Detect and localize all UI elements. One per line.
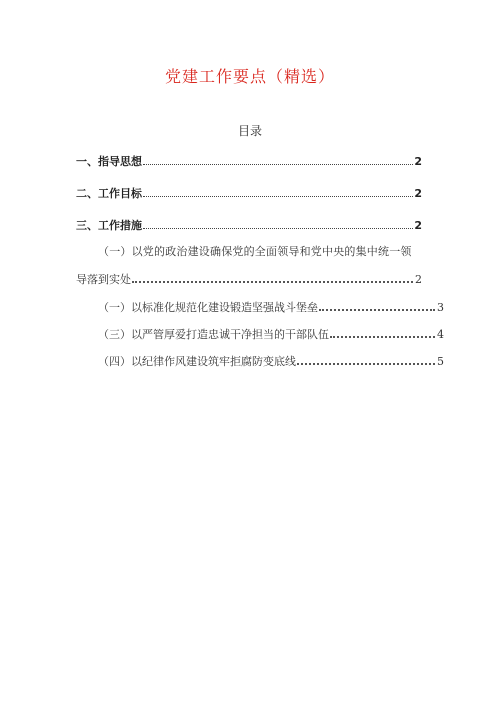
toc-entry-political-building[interactable] <box>76 245 422 287</box>
toc-entry-work-measures[interactable] <box>76 217 422 233</box>
toc-entry-label: （四）以纪律作风建设筑牢拒腐防变底线 <box>98 355 296 368</box>
toc-page-number: 3 <box>437 301 444 314</box>
toc-entry-label: 三、工作措施 <box>76 219 142 232</box>
toc-entry-label-line2: 导落到实处 <box>76 273 131 286</box>
toc-entry-label: 二、工作目标 <box>76 187 142 200</box>
toc-dot-leader <box>297 363 435 365</box>
toc-entry-work-goals[interactable] <box>76 185 422 201</box>
toc-dot-leader <box>132 281 413 283</box>
toc-page-number: 2 <box>414 219 422 232</box>
toc-dot-leader <box>143 196 413 197</box>
toc-dot-leader <box>319 309 435 311</box>
toc-page-number: 2 <box>414 187 422 200</box>
toc-page-number: 2 <box>415 273 422 286</box>
toc-entry-label: （一）以标准化规范化建设锻造坚强战斗堡垒 <box>98 301 318 314</box>
toc-heading: 目录 <box>237 124 262 138</box>
toc-dot-leader <box>143 164 413 165</box>
toc-entry-discipline[interactable] <box>76 353 444 369</box>
toc-entry-label-line1: （一）以党的政治建设确保党的全面领导和党中央的集中统一领 <box>98 245 412 258</box>
toc-page-number: 2 <box>414 155 422 168</box>
toc-dot-leader <box>330 336 435 338</box>
toc-entry-line2 <box>76 271 422 287</box>
toc-entry-cadre-team[interactable] <box>76 326 444 342</box>
toc-entry-guiding-ideology[interactable] <box>76 153 422 169</box>
toc-page-number: 5 <box>437 355 444 368</box>
toc-page-number: 4 <box>437 328 444 341</box>
toc-entry-standardization[interactable] <box>76 299 444 315</box>
document-title: 党建工作要点（精选） <box>164 67 335 86</box>
toc-dot-leader <box>143 228 413 229</box>
toc-entry-label: （三）以严管厚爱打造忠诚干净担当的干部队伍 <box>98 328 329 341</box>
toc-entry-label: 一、指导思想 <box>76 155 142 168</box>
